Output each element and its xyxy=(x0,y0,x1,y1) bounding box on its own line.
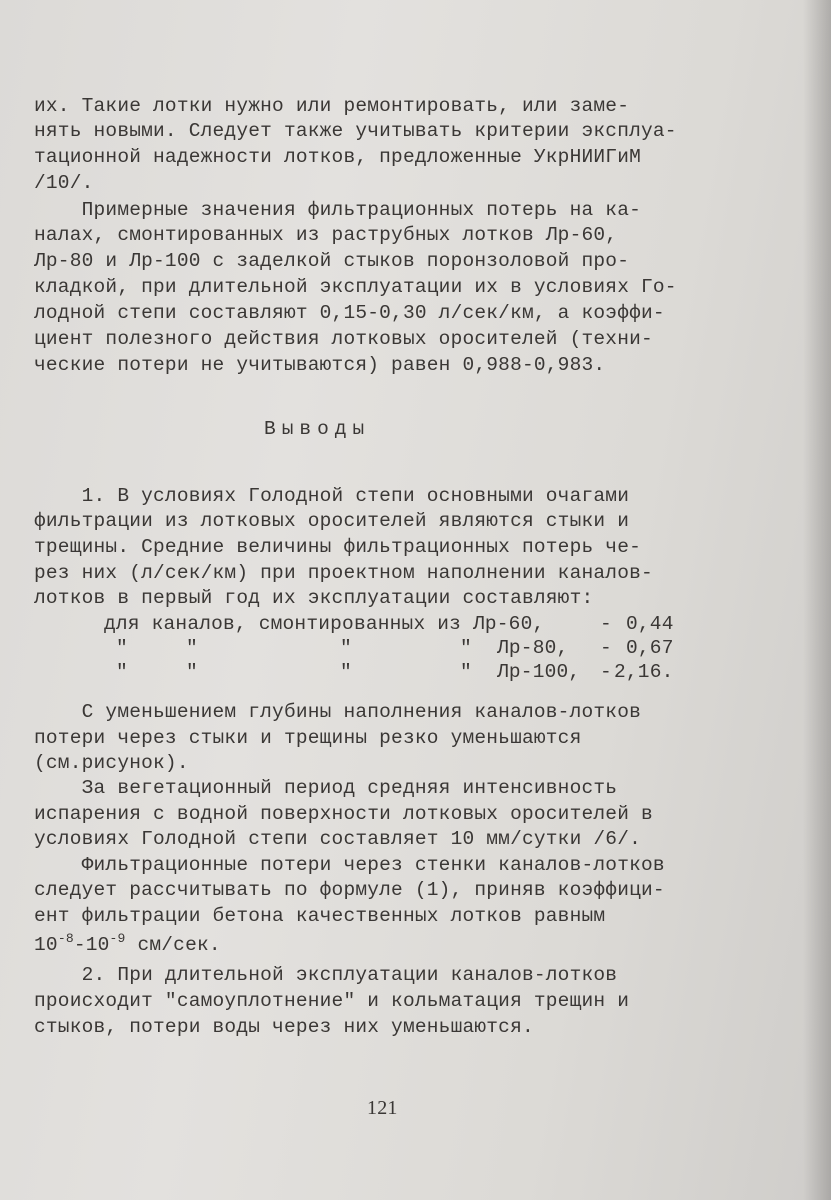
text-line: лодной степи составляют 0,15-0,30 л/сек/км, а коэффи- xyxy=(34,302,665,324)
filtration-coefficient xyxy=(34,932,221,958)
text-line: Примерные значения фильтрационных потерь на ка- xyxy=(34,199,641,221)
text-line: ческие потери не учитываются) равен 0,988-0,983. xyxy=(34,354,606,376)
loss-table-dash: - xyxy=(600,661,612,683)
loss-table-value: 2,16. xyxy=(614,661,674,683)
text-line: кладкой, при длительной эксплуатации их в условиях Го- xyxy=(34,276,677,298)
ditto-mark: " xyxy=(116,661,128,683)
loss-table-dash: - xyxy=(600,613,612,635)
ditto-mark: " xyxy=(340,637,352,659)
text-line: Лр-80 и Лр-100 с заделкой стыков поронзоловой про- xyxy=(34,250,630,272)
coef-unit: см/сек. xyxy=(125,934,221,956)
text-line: происходит "самоуплотнение" и кольматация трещин и xyxy=(34,990,630,1012)
text-line: трещины. Средние величины фильтрационных потерь че- xyxy=(34,536,641,558)
text-line: тационной надежности лотков, предложенные УкрНИИГиМ xyxy=(34,146,641,168)
text-line: фильтрации из лотковых оросителей являются стыки и xyxy=(34,510,630,532)
text-line: Фильтрационные потери через стенки каналов-лотков xyxy=(34,854,665,876)
loss-table-label: Лр-80, xyxy=(497,637,569,659)
loss-table-label: для каналов, смонтированных из Лр-60, xyxy=(104,613,545,635)
text-line: /10/. xyxy=(34,172,94,194)
text-line: их. Такие лотки нужно или ремонтировать, или заме- xyxy=(34,95,630,117)
ditto-mark: " xyxy=(186,661,198,683)
ditto-mark: " xyxy=(186,637,198,659)
text-line: За вегетационный период средняя интенсивность xyxy=(34,777,618,799)
text-line: рез них (л/сек/км) при проектном наполнении каналов- xyxy=(34,562,653,584)
page-number: 121 xyxy=(367,1097,398,1119)
coef-exponent: -9 xyxy=(109,931,126,946)
text-line: циент полезного действия лотковых оросителей (техни- xyxy=(34,328,653,350)
ditto-mark: " xyxy=(116,637,128,659)
ditto-mark: " xyxy=(460,637,472,659)
text-line: следует рассчитывать по формуле (1), приняв коэффици- xyxy=(34,879,665,901)
loss-table-dash: - xyxy=(600,637,612,659)
text-line: нять новыми. Следует также учитывать критерии эксплуа- xyxy=(34,120,677,142)
text-line: ент фильтрации бетона качественных лотков равным xyxy=(34,905,606,927)
text-line: испарения с водной поверхности лотковых оросителей в xyxy=(34,803,653,825)
text-line: 1. В условиях Голодной степи основными очагами xyxy=(34,485,630,507)
text-line: лотков в первый год их эксплуатации составляют: xyxy=(34,587,594,609)
coef-base: 10 xyxy=(34,934,58,956)
text-line: С уменьшением глубины наполнения каналов-лотков xyxy=(34,701,641,723)
loss-table-value: 0,44 xyxy=(626,613,674,635)
text-line: условиях Голодной степи составляет 10 мм/сутки /6/. xyxy=(34,828,641,850)
text-line: потери через стыки и трещины резко уменьшаются xyxy=(34,727,582,749)
text-line: стыков, потери воды через них уменьшаются. xyxy=(34,1016,534,1038)
loss-table-label: Лр-100, xyxy=(497,661,581,683)
coef-exponent: -8 xyxy=(57,931,74,946)
loss-table-value: 0,67 xyxy=(626,637,674,659)
text-line: 2. При длительной эксплуатации каналов-лотков xyxy=(34,964,618,986)
ditto-mark: " xyxy=(460,661,472,683)
text-line: налах, смонтированных из раструбных лотков Лр-60, xyxy=(34,224,618,246)
coef-range: -10 xyxy=(73,934,110,956)
section-heading: Выводы xyxy=(264,418,371,440)
ditto-mark: " xyxy=(340,661,352,683)
text-line: (см.рисунок). xyxy=(34,752,189,774)
